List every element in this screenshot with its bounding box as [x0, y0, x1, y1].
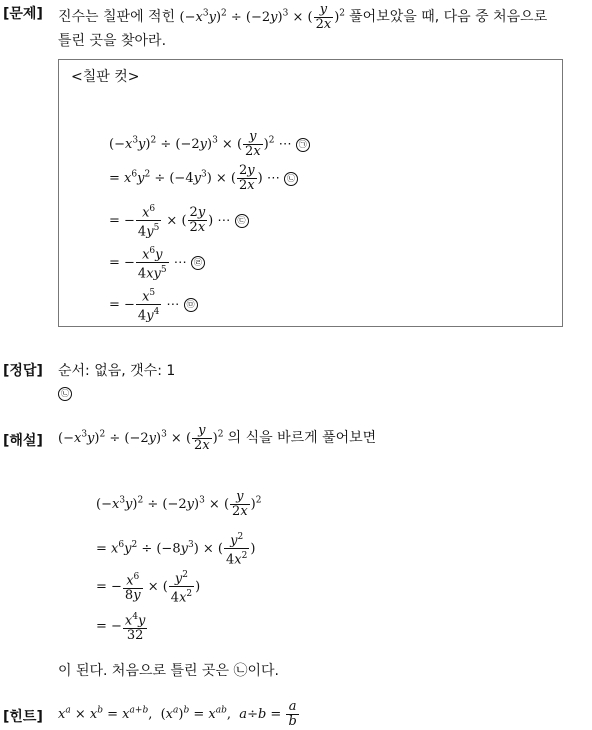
hint-label: [힌트] [3, 709, 43, 725]
explanation-intro [58, 424, 376, 453]
board-step-3: = − $\frac{x^6}{4y^5}$ × ( $\frac{2y}{2x}$ ) ⋯ ㉢ [109, 202, 249, 240]
answer-marker: ㉡ [58, 387, 72, 401]
problem-line1 [58, 3, 547, 32]
answer-choice [58, 386, 72, 402]
solution-step-2: = $x^6y^2 \div (-8y^3)$ × ( $\frac{y^2}{4x^2}$ ) [96, 532, 256, 568]
board-title: <칠판 컷> [71, 69, 140, 85]
problem-label: [문제] [3, 6, 43, 22]
board-step-1: $(-x^3y)^2 \div (-2y)^3$ × ( $\frac{y}{2x}$ )$^2$ ⋯ ㉠ [109, 130, 310, 159]
marker-5: ㉤ [184, 298, 198, 312]
explanation-intro-text: 의 식을 바르게 풀어보면 [227, 430, 377, 446]
marker-4: ㉣ [191, 256, 205, 270]
explanation-intro-expression: $(-x^3y)^2 \div (-2y)^3$ × ( $\frac{y}{2x}$ )$^2$ [58, 423, 224, 453]
answer-label: [정답] [3, 363, 43, 379]
marker-1: ㉠ [296, 138, 310, 152]
explanation-conclusion: 이 된다. 처음으로 틀린 곳은 ㉡이다. [58, 663, 279, 679]
problem-expression: $(-x^3y)^2 \div (-2y)^3$ × ( $\frac{y}{2x}$ )$^2$ [179, 2, 346, 32]
marker-2: ㉡ [284, 172, 298, 186]
explanation-label: [해설] [3, 433, 43, 449]
solution-step-4: = − $\frac{x^4y}{32}$ [96, 612, 146, 644]
solution-step-1: $(-x^3y)^2 \div (-2y)^3$ × ( $\frac{y}{2x}$ )$^2$ [96, 489, 262, 519]
solution-step-3: = − $\frac{x^6}{8y}$ × ( $\frac{y^2}{4x^2}$ ) [96, 570, 201, 606]
problem-text-after: 풀어보았을 때, 다음 중 처음으로 [349, 9, 548, 25]
board-step-4: = − $\frac{x^6y}{4xy^5}$ ⋯ ㉣ [109, 244, 205, 282]
problem-text-before: 진수는 칠판에 적힌 [58, 9, 176, 25]
blackboard-box [58, 59, 563, 327]
answer-order: 순서: 없음, 갯수: 1 [58, 363, 176, 379]
problem-line2: 틀린 곳을 찾아라. [58, 33, 167, 49]
marker-3: ㉢ [235, 214, 249, 228]
hint-formulas: $x^a \times x^b = x^{a+b}$, $(x^a)^b = x^{ab}$, a÷b = $\frac{a}{b}$ [58, 699, 297, 729]
board-step-5: = − $\frac{x^5}{4y^4}$ ⋯ ㉤ [109, 286, 198, 324]
board-step-2: = $x^6y^2 \div (-4y^3)$ × ( $\frac{2y}{2x}$ ) ⋯ ㉡ [109, 164, 298, 193]
